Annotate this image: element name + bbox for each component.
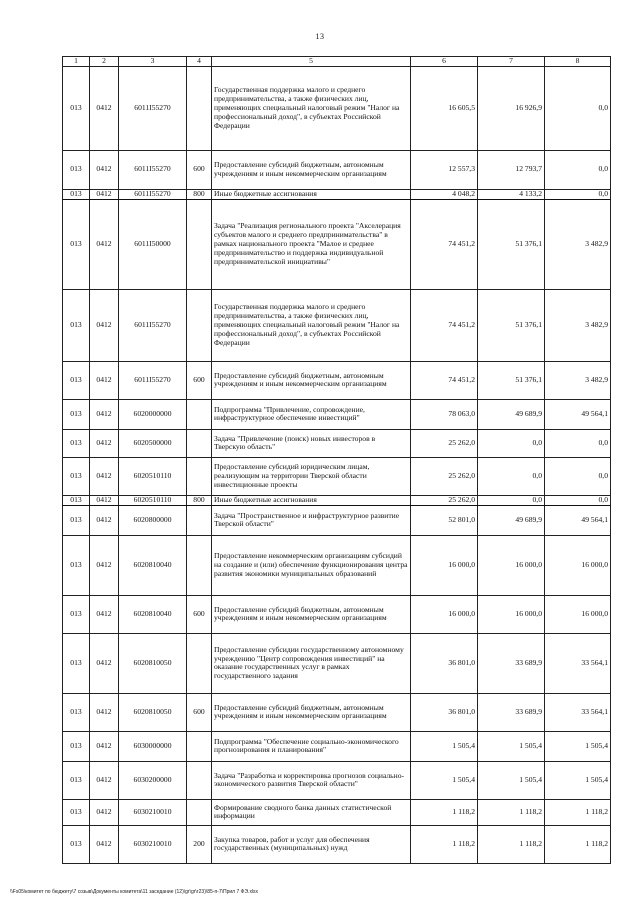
ministry-code-cell: 013 [63, 731, 90, 761]
amount-cell: 33 689,9 [478, 693, 545, 731]
expense-type-cell [187, 633, 212, 693]
amount-cell: 25 262,0 [411, 429, 478, 457]
table-row [63, 731, 611, 761]
section-code-cell: 0412 [90, 457, 119, 495]
target-article-cell: 6011I50000 [119, 199, 187, 289]
description-cell: Подпрограмма "Обеспечение социально-экономического прогнозирования и планирования" [212, 731, 411, 761]
amount-cell: 49 564,1 [545, 505, 611, 535]
amount-cell: 12 793,7 [478, 150, 545, 189]
expense-type-cell: 600 [187, 361, 212, 399]
expense-type-cell [187, 199, 212, 289]
amount-cell: 78 063,0 [411, 399, 478, 429]
amount-cell: 1 118,2 [545, 799, 611, 825]
target-article-cell: 6020500000 [119, 429, 187, 457]
amount-cell: 1 118,2 [478, 799, 545, 825]
target-article-cell: 6020810040 [119, 535, 187, 595]
ministry-code-cell: 013 [63, 289, 90, 361]
table-row [63, 189, 611, 199]
amount-cell: 0,0 [478, 495, 545, 505]
target-article-cell: 6011I55270 [119, 289, 187, 361]
amount-cell: 0,0 [545, 189, 611, 199]
expense-type-cell [187, 457, 212, 495]
description-cell: Закупка товаров, работ и услуг для обеспечения государственных (муниципальных) нужд [212, 825, 411, 863]
target-article-cell: 6020800000 [119, 505, 187, 535]
expense-type-cell [187, 399, 212, 429]
ministry-code-cell: 013 [63, 595, 90, 633]
ministry-code-cell: 013 [63, 825, 90, 863]
header-cell: 4 [187, 57, 212, 67]
table-row [63, 535, 611, 595]
amount-cell: 16 000,0 [411, 535, 478, 595]
section-code-cell: 0412 [90, 150, 119, 189]
amount-cell: 1 118,2 [411, 799, 478, 825]
amount-cell: 1 118,2 [545, 825, 611, 863]
amount-cell: 4 048,2 [411, 189, 478, 199]
file-path-footer: \\Fs05\комитет по бюджету\7 созыв\Документы комитета\11 заседание (12)\gr\gr\г23)\85-п-7\Прил 7 ФЭ.xlsx [10, 889, 259, 895]
table-row [63, 505, 611, 535]
description-cell: Государственная поддержка малого и среднего предпринимательства, а также физических лиц, применяющих специальный налоговый режим "Налог на профессиональный доход", в субъектах Российской Федерации [212, 289, 411, 361]
expense-type-cell [187, 535, 212, 595]
amount-cell: 1 118,2 [478, 825, 545, 863]
table-row [63, 495, 611, 505]
amount-cell: 1 505,4 [545, 731, 611, 761]
expense-type-cell: 800 [187, 189, 212, 199]
amount-cell: 0,0 [545, 66, 611, 150]
section-code-cell: 0412 [90, 429, 119, 457]
section-code-cell: 0412 [90, 66, 119, 150]
target-article-cell: 6020510110 [119, 457, 187, 495]
section-code-cell: 0412 [90, 399, 119, 429]
amount-cell: 0,0 [478, 457, 545, 495]
section-code-cell: 0412 [90, 825, 119, 863]
amount-cell: 33 564,1 [545, 633, 611, 693]
ministry-code-cell: 013 [63, 799, 90, 825]
section-code-cell: 0412 [90, 495, 119, 505]
section-code-cell: 0412 [90, 289, 119, 361]
ministry-code-cell: 013 [63, 633, 90, 693]
header-cell: 3 [119, 57, 187, 67]
description-cell: Формирование сводного банка данных статистической информации [212, 799, 411, 825]
amount-cell: 74 451,2 [411, 361, 478, 399]
amount-cell: 1 118,2 [411, 825, 478, 863]
expense-type-cell: 200 [187, 825, 212, 863]
target-article-cell: 6011I55270 [119, 361, 187, 399]
amount-cell: 1 505,4 [411, 761, 478, 799]
amount-cell: 1 505,4 [545, 761, 611, 799]
section-code-cell: 0412 [90, 761, 119, 799]
section-code-cell: 0412 [90, 535, 119, 595]
ministry-code-cell: 013 [63, 457, 90, 495]
expense-type-cell [187, 799, 212, 825]
description-cell: Иные бюджетные ассигнования [212, 189, 411, 199]
header-cell: 7 [478, 57, 545, 67]
ministry-code-cell: 013 [63, 399, 90, 429]
amount-cell: 25 262,0 [411, 495, 478, 505]
table-row [63, 66, 611, 150]
table-row [63, 361, 611, 399]
amount-cell: 1 505,4 [411, 731, 478, 761]
description-cell: Задача "Пространственное и инфраструктурное развитие Тверской области" [212, 505, 411, 535]
table-header-row [63, 57, 611, 67]
description-cell: Предоставление субсидий бюджетным, автономным учреждениям и иным некоммерческим организациям [212, 595, 411, 633]
table-row [63, 289, 611, 361]
amount-cell: 16 000,0 [478, 535, 545, 595]
expense-type-cell: 800 [187, 495, 212, 505]
expense-type-cell [187, 761, 212, 799]
ministry-code-cell: 013 [63, 693, 90, 731]
target-article-cell: 6020000000 [119, 399, 187, 429]
table-row [63, 761, 611, 799]
amount-cell: 49 689,9 [478, 505, 545, 535]
amount-cell: 0,0 [478, 429, 545, 457]
table-row [63, 457, 611, 495]
amount-cell: 16 000,0 [478, 595, 545, 633]
description-cell: Подпрограмма "Привлечение, сопровождение, инфраструктурное обеспечение инвестиций" [212, 399, 411, 429]
expense-type-cell: 600 [187, 595, 212, 633]
amount-cell: 0,0 [545, 429, 611, 457]
table-row [63, 399, 611, 429]
table-row [63, 595, 611, 633]
expense-type-cell [187, 429, 212, 457]
expense-type-cell [187, 66, 212, 150]
ministry-code-cell: 013 [63, 150, 90, 189]
target-article-cell: 6011I55270 [119, 189, 187, 199]
amount-cell: 36 801,0 [411, 633, 478, 693]
amount-cell: 51 376,1 [478, 361, 545, 399]
expense-type-cell [187, 505, 212, 535]
amount-cell: 49 689,9 [478, 399, 545, 429]
target-article-cell: 6030200000 [119, 761, 187, 799]
target-article-cell: 6030210010 [119, 799, 187, 825]
amount-cell: 36 801,0 [411, 693, 478, 731]
expense-type-cell [187, 731, 212, 761]
target-article-cell: 6020810050 [119, 693, 187, 731]
ministry-code-cell: 013 [63, 189, 90, 199]
amount-cell: 33 689,9 [478, 633, 545, 693]
header-cell: 5 [212, 57, 411, 67]
amount-cell: 16 926,9 [478, 66, 545, 150]
header-cell: 8 [545, 57, 611, 67]
table-row [63, 633, 611, 693]
expense-type-cell: 600 [187, 693, 212, 731]
amount-cell: 0,0 [545, 150, 611, 189]
amount-cell: 74 451,2 [411, 199, 478, 289]
section-code-cell: 0412 [90, 731, 119, 761]
target-article-cell: 6011I55270 [119, 150, 187, 189]
amount-cell: 16 605,5 [411, 66, 478, 150]
expense-type-cell: 600 [187, 150, 212, 189]
header-cell: 1 [63, 57, 90, 67]
amount-cell: 51 376,1 [478, 199, 545, 289]
amount-cell: 25 262,0 [411, 457, 478, 495]
target-article-cell: 6030000000 [119, 731, 187, 761]
table-row [63, 825, 611, 863]
description-cell: Государственная поддержка малого и среднего предпринимательства, а также физических лиц, применяющих специальный налоговый режим "Налог на профессиональный доход", в субъектах Российской Федерации [212, 66, 411, 150]
section-code-cell: 0412 [90, 505, 119, 535]
section-code-cell: 0412 [90, 361, 119, 399]
table-row [63, 429, 611, 457]
ministry-code-cell: 013 [63, 66, 90, 150]
amount-cell: 16 000,0 [545, 535, 611, 595]
section-code-cell: 0412 [90, 633, 119, 693]
section-code-cell: 0412 [90, 595, 119, 633]
amount-cell: 0,0 [545, 457, 611, 495]
description-cell: Задача "Разработка и корректировка прогнозов социально-экономического развития Тверской области" [212, 761, 411, 799]
page-number: 13 [315, 32, 325, 41]
target-article-cell: 6020510110 [119, 495, 187, 505]
amount-cell: 3 482,9 [545, 199, 611, 289]
target-article-cell: 6020810040 [119, 595, 187, 633]
description-cell: Предоставление некоммерческим организациям субсидий на создание и (или) обеспечение функционирования центра развития экономики муниципальных образований [212, 535, 411, 595]
expense-type-cell [187, 289, 212, 361]
ministry-code-cell: 013 [63, 495, 90, 505]
amount-cell: 33 564,1 [545, 693, 611, 731]
amount-cell: 4 133,2 [478, 189, 545, 199]
description-cell: Задача "Реализация регионального проекта "Акселерация субъектов малого и среднего предпринимательства" в рамках национального проекта "Малое и среднее предпринимательство и поддержка индивидуальной предпринимательской инициативы" [212, 199, 411, 289]
description-cell: Иные бюджетные ассигнования [212, 495, 411, 505]
amount-cell: 52 801,0 [411, 505, 478, 535]
description-cell: Задача "Привлечение (поиск) новых инвесторов в Тверскую область" [212, 429, 411, 457]
ministry-code-cell: 013 [63, 429, 90, 457]
ministry-code-cell: 013 [63, 761, 90, 799]
amount-cell: 12 557,3 [411, 150, 478, 189]
section-code-cell: 0412 [90, 199, 119, 289]
target-article-cell: 6020810050 [119, 633, 187, 693]
amount-cell: 51 376,1 [478, 289, 545, 361]
table-row [63, 199, 611, 289]
target-article-cell: 6030210010 [119, 825, 187, 863]
section-code-cell: 0412 [90, 693, 119, 731]
section-code-cell: 0412 [90, 799, 119, 825]
amount-cell: 3 482,9 [545, 361, 611, 399]
amount-cell: 1 505,4 [478, 731, 545, 761]
budget-table [62, 56, 611, 864]
table-row [63, 693, 611, 731]
amount-cell: 1 505,4 [478, 761, 545, 799]
ministry-code-cell: 013 [63, 505, 90, 535]
ministry-code-cell: 013 [63, 361, 90, 399]
description-cell: Предоставление субсидий бюджетным, автономным учреждениям и иным некоммерческим организациям [212, 693, 411, 731]
header-cell: 2 [90, 57, 119, 67]
section-code-cell: 0412 [90, 189, 119, 199]
table-row [63, 150, 611, 189]
description-cell: Предоставление субсидий бюджетным, автономным учреждениям и иным некоммерческим организациям [212, 150, 411, 189]
ministry-code-cell: 013 [63, 199, 90, 289]
ministry-code-cell: 013 [63, 535, 90, 595]
header-cell: 6 [411, 57, 478, 67]
amount-cell: 16 000,0 [411, 595, 478, 633]
amount-cell: 74 451,2 [411, 289, 478, 361]
table-row [63, 799, 611, 825]
amount-cell: 3 482,9 [545, 289, 611, 361]
amount-cell: 16 000,0 [545, 595, 611, 633]
description-cell: Предоставление субсидий юридическим лицам, реализующим на территории Тверской области инвестиционные проекты [212, 457, 411, 495]
amount-cell: 0,0 [545, 495, 611, 505]
target-article-cell: 6011I55270 [119, 66, 187, 150]
description-cell: Предоставление субсидии государственному автономному учреждению "Центр сопровождения инвестиций" на оказание государственных услуг в рамках государственного задания [212, 633, 411, 693]
amount-cell: 49 564,1 [545, 399, 611, 429]
description-cell: Предоставление субсидий бюджетным, автономным учреждениям и иным некоммерческим организациям [212, 361, 411, 399]
